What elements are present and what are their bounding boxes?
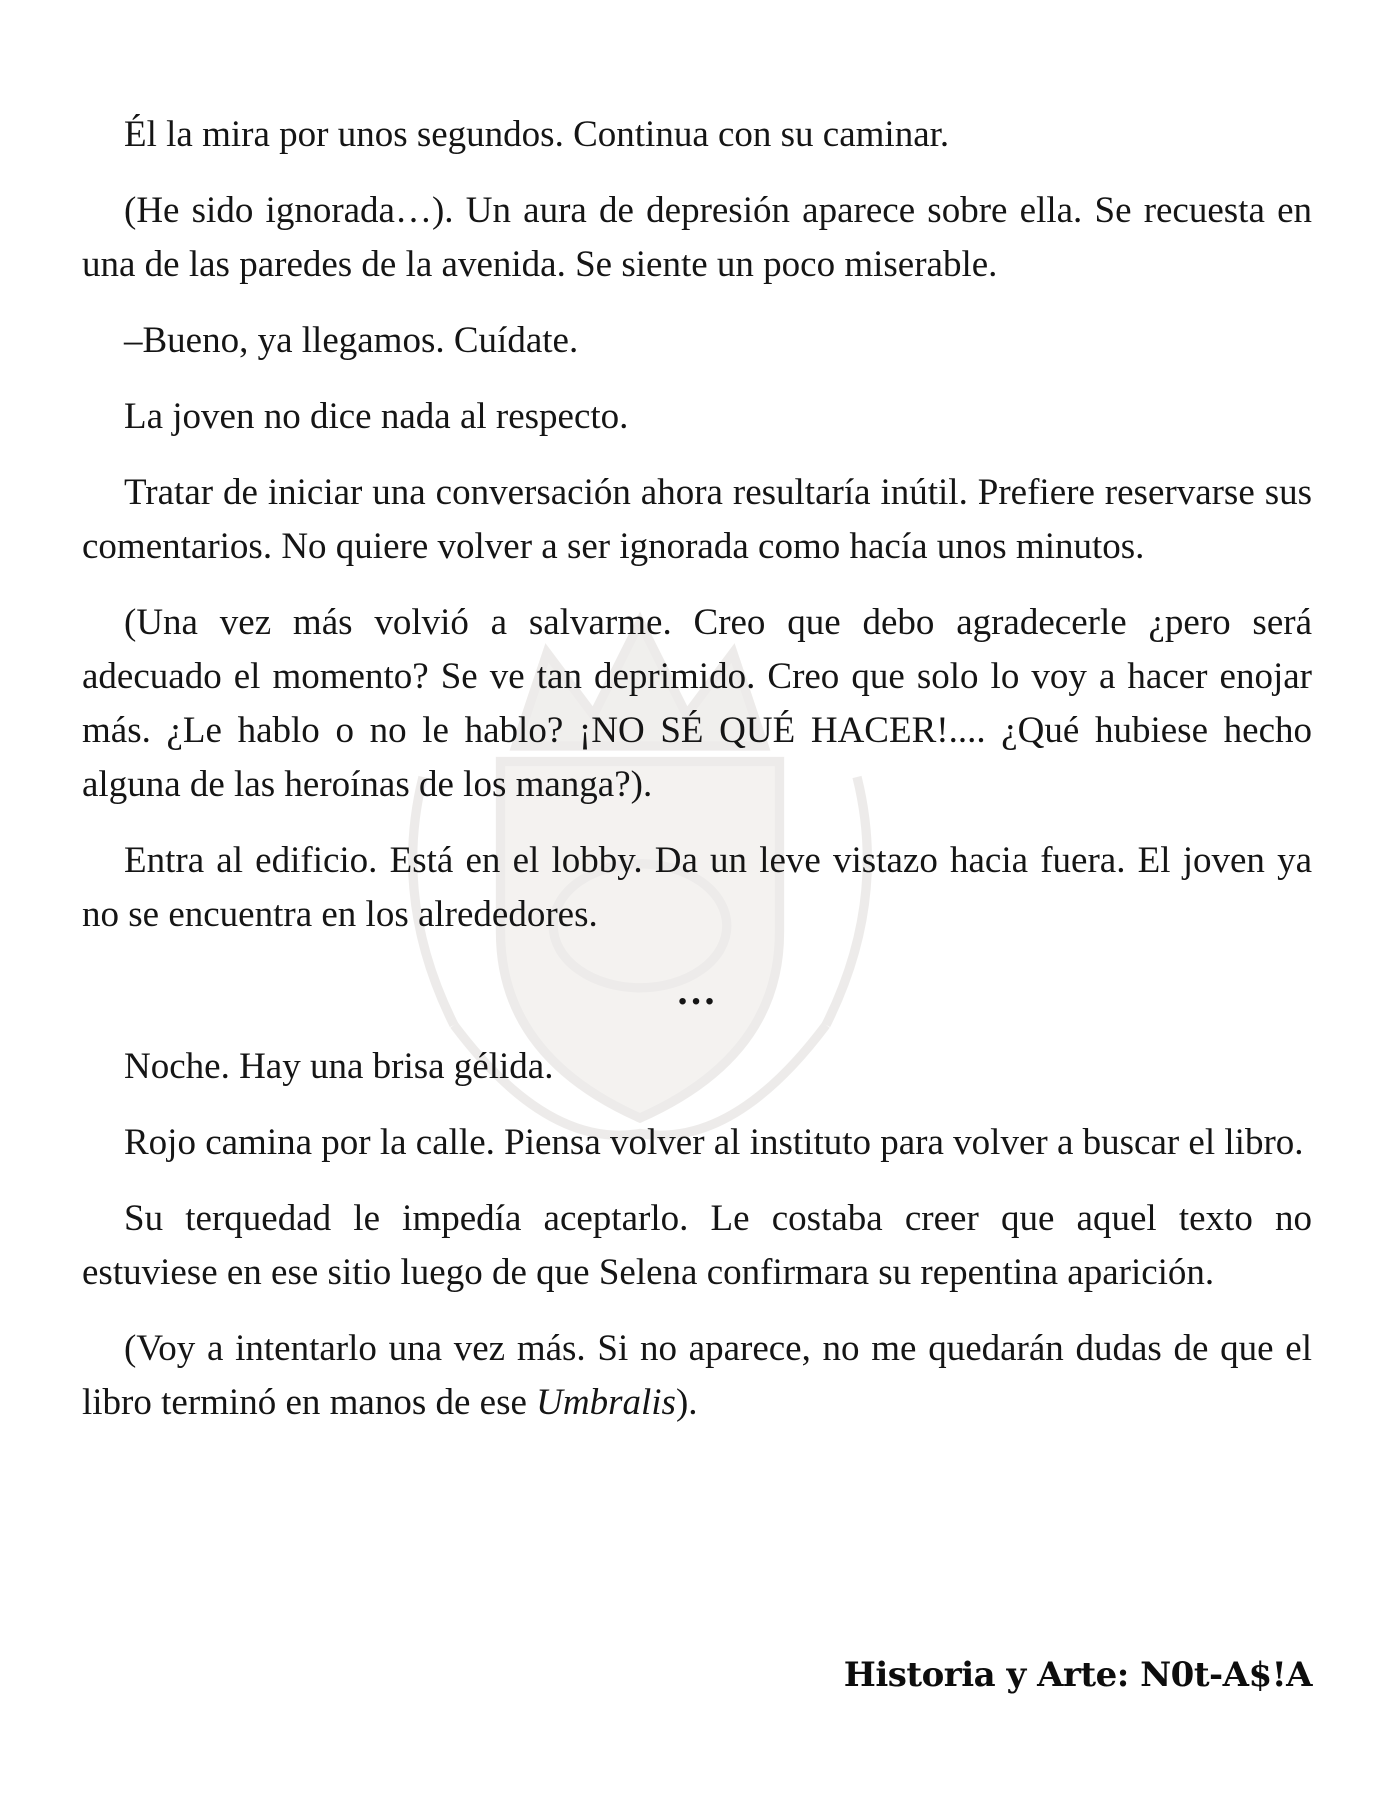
paragraph: Él la mira por unos segundos. Continua con su caminar. xyxy=(124,114,950,155)
scene-separator: … xyxy=(676,968,718,1013)
author-credit: Historia y Arte: N0t-A$!A xyxy=(843,1655,1312,1695)
paragraph: Tratar de iniciar una conversación ahora resultaría inútil. Prefiere reservarse sus comentarios. No quiere volver a ser ignorada como hacía unos minutos. xyxy=(82,472,1312,567)
emphasis-umbralis: Umbralis xyxy=(536,1382,676,1423)
paragraph: Noche. Hay una brisa gélida. xyxy=(124,1046,554,1087)
paragraph: (Una vez más volvió a salvarme. Creo que debo agradecerle ¿pero será adecuado el momento? Se ve tan deprimido. Creo que solo lo voy a hacer enojar más. ¿Le hablo o no le hablo? ¡NO SÉ QUÉ HACER!.... ¿Qué hubiese hecho alguna de las heroínas de los manga?). xyxy=(82,602,1312,805)
paragraph-last xyxy=(82,1322,1312,1430)
story-text xyxy=(82,108,1312,1452)
paragraph-text: (Voy a intentarlo una vez más. Si no aparece, no me quedarán dudas de que el libro terminó en manos de ese xyxy=(82,1328,1312,1423)
paragraph: Su terquedad le impedía aceptarlo. Le costaba creer que aquel texto no estuviese en ese sitio luego de que Selena confirmara su repentina aparición. xyxy=(82,1198,1312,1293)
paragraph: –Bueno, ya llegamos. Cuídate. xyxy=(124,320,579,361)
paragraph: Rojo camina por la calle. Piensa volver al instituto para volver a buscar el libro. xyxy=(124,1122,1304,1163)
paragraph: La joven no dice nada al respecto. xyxy=(124,396,629,437)
paragraph-text-end: ). xyxy=(675,1382,698,1423)
paragraph: Entra al edificio. Está en el lobby. Da un leve vistazo hacia fuera. El joven ya no se encuentra en los alrededores. xyxy=(82,840,1312,935)
paragraph: (He sido ignorada…). Un aura de depresión aparece sobre ella. Se recuesta en una de las paredes de la avenida. Se siente un poco miserable. xyxy=(82,190,1312,285)
